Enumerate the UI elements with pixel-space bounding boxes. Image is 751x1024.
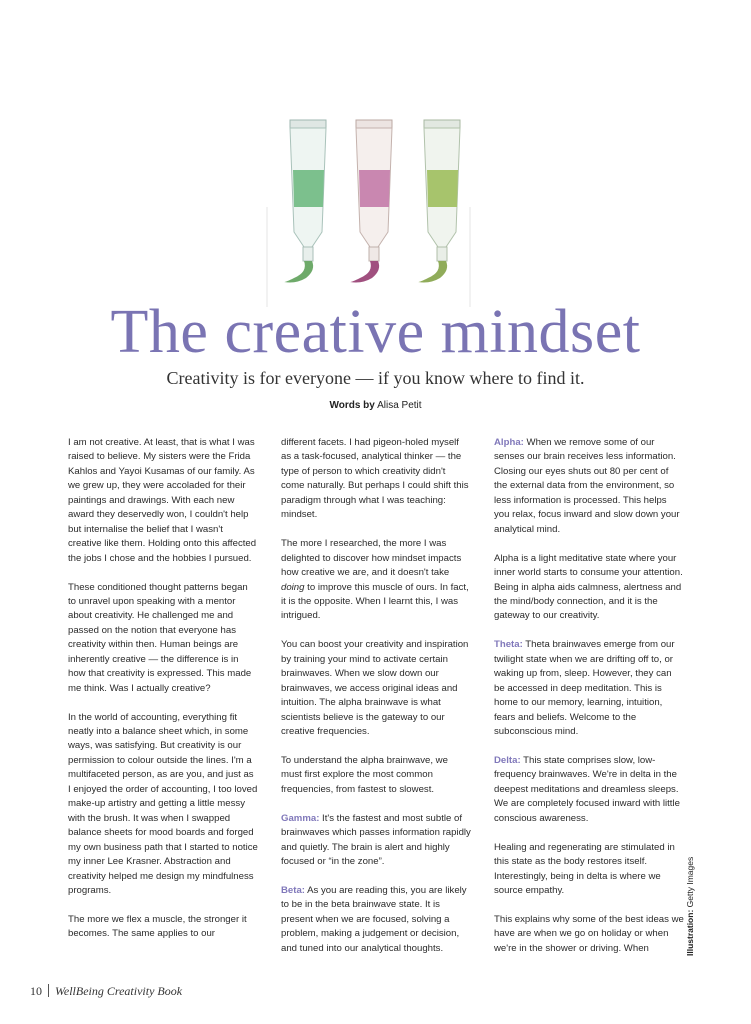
publication-name: WellBeing Creativity Book [55, 984, 183, 998]
byline-label: Words by [329, 400, 375, 411]
footer-divider [48, 984, 49, 997]
lime-paint-tube-icon [418, 120, 460, 283]
brainwave-term: Gamma: [281, 812, 320, 824]
brainwave-term: Delta: [494, 754, 521, 766]
paragraph [281, 537, 471, 624]
byline [0, 399, 751, 413]
paragraph: You can boost your creativity and inspiration by training your mind to activate certain brainwaves. When we slow down our brainwaves, we access original ideas and intuition. The alpha brainwave is what scientists believe is the gateway to our creative frequencies. [281, 639, 469, 738]
paint-tubes-illustration [266, 112, 471, 310]
paragraph: In the world of accounting, everything fit neatly into a balance sheet which, in some ways, was satisfying. But creativity is our permission to colour outside the lines. I'm a multifaceted person, as are you, and just as I enjoyed the order of accounting, I too loved make-up artistry and getting a little messy with the brush. It was when I swapped balance sheets for mood boards and forged my own business path that I started to notice my inner Lee Krasner. Abstraction and creativity helped me design my mindfulness programs. [68, 711, 258, 897]
paragraph: Alpha is a light meditative state where your inner world starts to consume your attention. Being in alpha aids calmness, alertness and the mind/body connection, and it is the gateway to our creativity. [494, 552, 683, 622]
paragraph-text: When we remove some of our senses our brain receives less information. Closing our eyes shuts out 80 per cent of the external data from the environment, so less information is processed. This helps you relax, focus inward and slow down your analytical mind. [494, 437, 680, 535]
paragraph-text: to improve this muscle of ours. In fact, it is the opposite. When I learnt this, I was intrigued. [281, 581, 469, 622]
byline-author: Alisa Petit [377, 400, 422, 411]
paragraph-text: This state comprises slow, low-frequency brainwaves. We're in delta in the deepest meditations and dreamless sleeps. We are completely focused inward with little conscious awareness. [494, 754, 680, 824]
paragraph [494, 754, 684, 826]
brainwave-term: Beta: [281, 884, 305, 896]
brainwave-term: Alpha: [494, 437, 524, 448]
paragraph: I am not creative. At least, that is what I was raised to believe. My sisters were the Frida Kahlos and Yayoi Kusamas of our family. As we grew up, they were accoladed for their paintings and drawings. With each new award they deservedly won, I couldn't help but internalise the belief that I wasn't creative like them. Holding onto this affected the jobs I chose and the hobbies I pursued. [68, 437, 257, 564]
paragraph: The more we flex a muscle, the stronger it becomes. The same applies to our [68, 913, 247, 940]
paragraph: This explains why some of the best ideas we have are when we go on holiday or when we're in the shower or driving. When [494, 913, 684, 954]
paragraph: different facets. I had pigeon-holed myself as a task-focused, analytical thinker — the type of person to which creativity didn't come naturally. But perhaps I could shift this paradigm through what I was teaching: mindset. [281, 437, 469, 521]
pink-paint-tube-icon [350, 120, 392, 283]
paragraph: Healing and regenerating are stimulated in this state as the body restores itself. Interestingly, being in delta is where we source empathy. [494, 841, 675, 896]
paragraph [281, 884, 471, 956]
credit-value: Getty Images [685, 856, 695, 908]
brainwave-term: Theta: [494, 639, 523, 651]
paragraph [494, 638, 684, 739]
paragraph-text: The more I researched, the more I was delighted to discover how mindset impacts how creative we are, and it doesn't take [281, 538, 462, 579]
article-subtitle: Creativity is for everyone — if you know where to find it. [166, 368, 585, 388]
paragraph-text: It's the fastest and most subtle of brainwaves which passes information rapidly and quietly. The brain is alert and highly focused or “in the zone”. [281, 812, 471, 868]
paragraph [281, 812, 471, 870]
illustration-credit [685, 848, 699, 956]
emphasis-text: doing [281, 581, 305, 593]
credit-label: Illustration: [685, 909, 695, 956]
page-number: 10 [30, 984, 42, 998]
paragraph: These conditioned thought patterns began to unravel upon speaking with a mentor about creativity. He challenged me and passed on the notion that everyone has creativity within then. Human beings are inherently creative — the difference is in how that creativity is expressed. This made me think. Was I actually creative? [68, 581, 252, 694]
green-paint-tube-icon [284, 120, 326, 283]
article-column-3 [494, 436, 684, 971]
page-footer [30, 983, 182, 999]
article-column-1 [68, 436, 258, 956]
article-column-2 [281, 436, 471, 971]
paragraph-text: As you are reading this, you are likely to be in the beta brainwave state. It is present when we are focused, solving a problem, making a judgement or decision, and tuned into our analytical thoughts. [281, 884, 467, 954]
article-title: The creative mindset [110, 298, 641, 366]
paragraph [494, 436, 684, 537]
paragraph-text: Theta brainwaves emerge from our twilight state when we are drifting off to, or waking up from, sleep. However, they can be accessed in deep meditation. This is home to our memory, learning, intuition, fears and beliefs. Welcome to the subconscious mind. [494, 639, 675, 738]
paragraph: To understand the alpha brainwave, we must first explore the most common frequencies, from fastest to slowest. [281, 754, 448, 795]
